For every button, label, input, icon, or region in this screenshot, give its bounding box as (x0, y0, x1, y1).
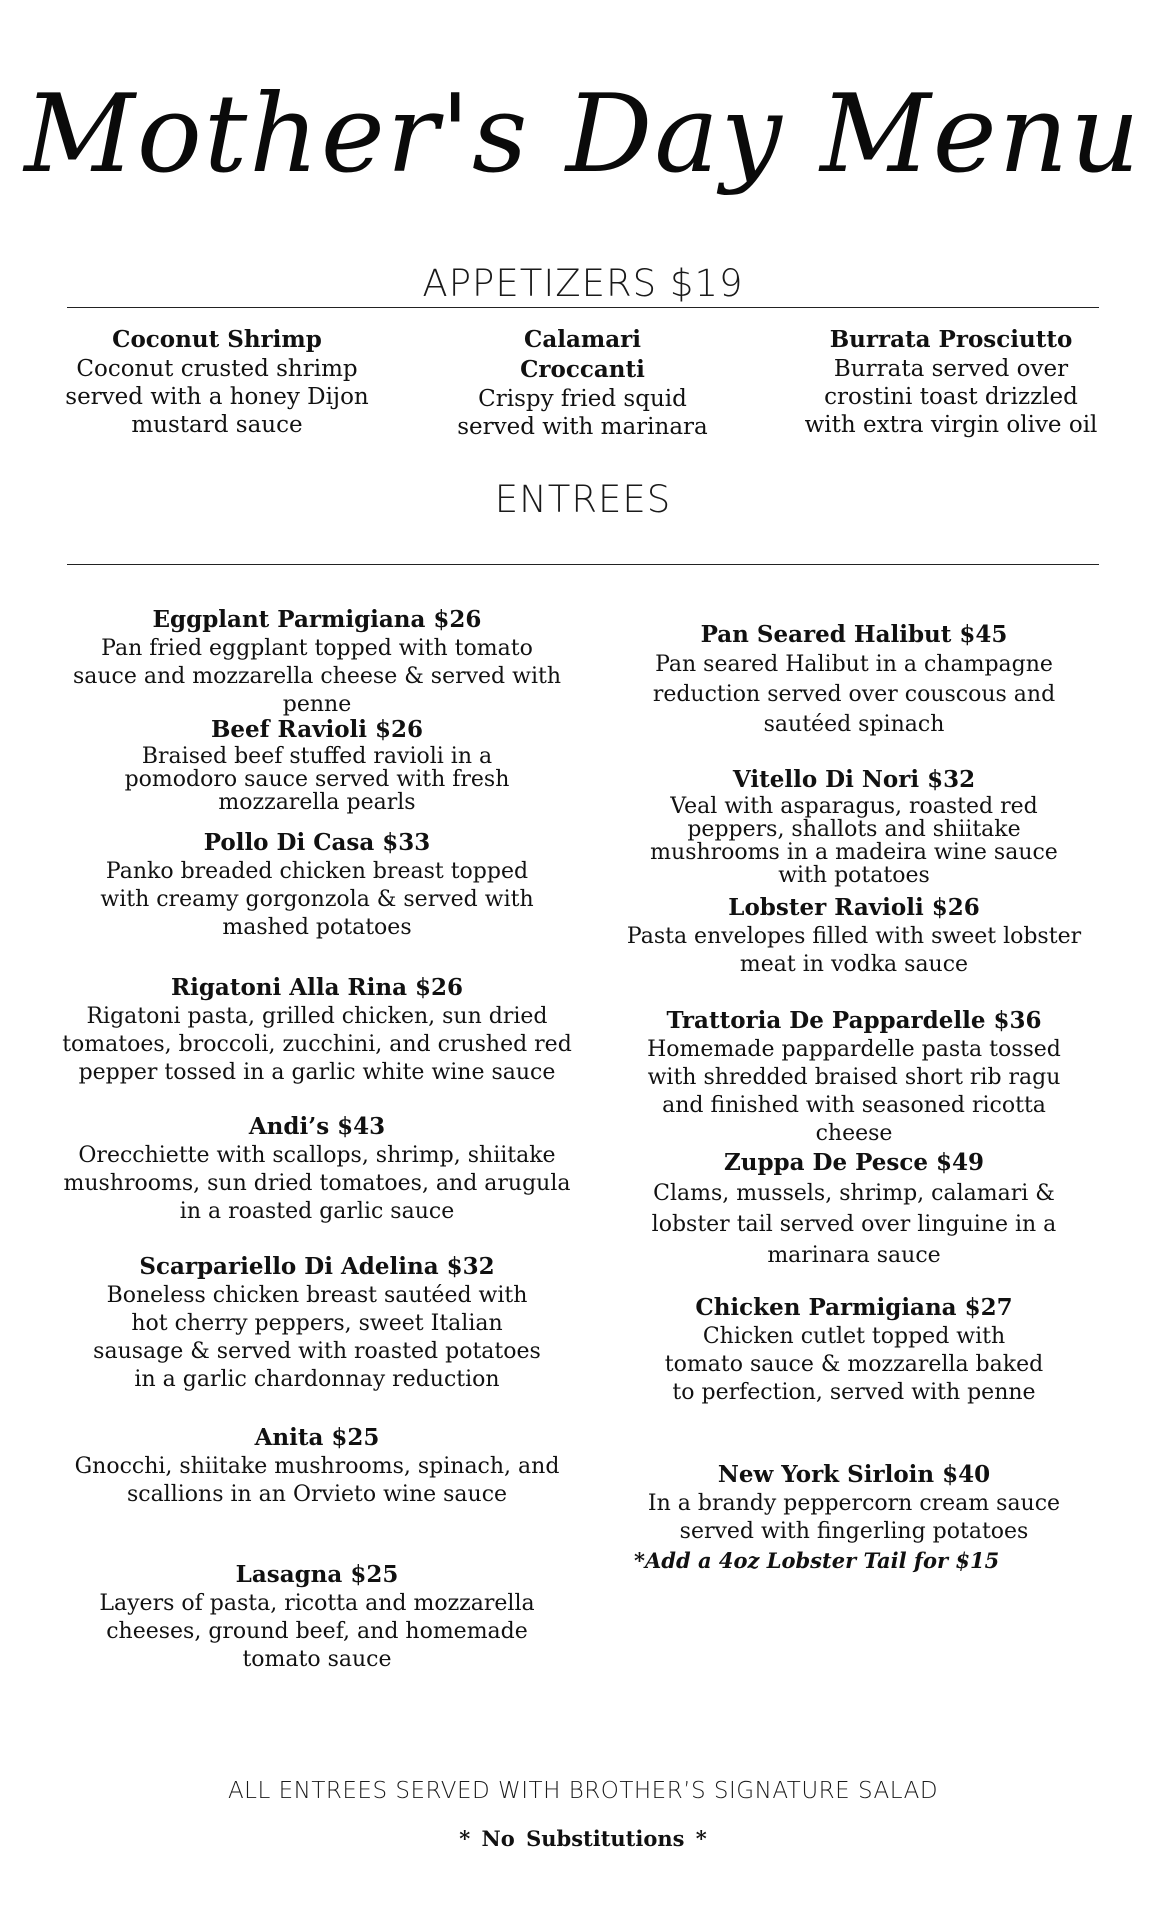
entree-name: Lobster Ravioli $26 (728, 894, 980, 921)
entree-name: Pan Seared Halibut $45 (700, 621, 1008, 648)
entree-name: Andi’s $43 (248, 1113, 386, 1140)
entree-description: Homemade pappardelle pasta tossed with shredded braised short rib ragu and finished with seasoned ricotta cheese (647, 1037, 1061, 1146)
entree-item (62, 973, 572, 1087)
appetizer-name: Calamari Croccanti (520, 326, 645, 383)
menu-title: Mother's Day Menu (24, 72, 1142, 197)
entree-item (604, 1460, 1104, 1576)
appetizer-description: Coconut crusted shrimp served with a honey Dijon mustard sauce (65, 356, 369, 438)
entree-description: Pan fried eggplant topped with tomato sauce and mozzarella cheese & served with penne (72, 636, 562, 717)
entree-item (62, 828, 572, 942)
appetizer-description: Crispy fried squid served with marinara (457, 386, 708, 440)
entree-description: Boneless chicken breast sautéed with hot cherry peppers, sweet Italian sausage & served with roasted potatoes in a garlic chardonnay reduction (93, 1283, 541, 1392)
entree-item (62, 1423, 572, 1509)
entree-description: Layers of pasta, ricotta and mozzarella cheeses, ground beef, and homemade tomato sauce (99, 1591, 535, 1672)
entree-description: Orecchiette with scallops, shrimp, shiitake mushrooms, sun dried tomatoes, and arugula in a roasted garlic sauce (63, 1143, 571, 1224)
entree-name: Zuppa De Pesce $49 (723, 1149, 985, 1176)
no-substitutions-note: * No Substitutions * (459, 1826, 707, 1851)
appetizer-name: Burrata Prosciutto (829, 326, 1073, 353)
entree-item (62, 605, 572, 719)
entree-description: Chicken cutlet topped with tomato sauce & mozzarella baked to perfection, served with penne (664, 1324, 1044, 1405)
entree-description: Gnocchi, shiitake mushrooms, spinach, and scallions in an Orvieto wine sauce (74, 1454, 560, 1507)
entree-description: Clams, mussels, shrimp, calamari & lobster tail served over linguine in a marinara sauce (651, 1181, 1057, 1268)
entree-name: Anita $25 (254, 1424, 380, 1451)
entree-description: Pan seared Halibut in a champagne reduction served over couscous and sautéed spinach (652, 652, 1056, 737)
entree-item (62, 715, 572, 814)
entree-description: Panko breaded chicken breast topped with creamy gorgonzola & served with mashed potatoes (100, 859, 534, 940)
entree-description: In a brandy peppercorn cream sauce served with fingerling potatoes (647, 1491, 1061, 1544)
entree-name: Vitello Di Nori $32 (732, 766, 976, 793)
appetizer-name: Coconut Shrimp (112, 326, 322, 353)
entree-name: Trattoria De Pappardelle $36 (666, 1007, 1042, 1034)
entrees-heading: ENTREES (494, 478, 672, 521)
entree-item (604, 620, 1104, 740)
entree-item (604, 1148, 1104, 1271)
entree-description: Pasta envelopes filled with sweet lobster meat in vodka sauce (626, 924, 1082, 977)
entree-name: Chicken Parmigiana $27 (695, 1294, 1013, 1321)
entree-name: Lasagna $25 (235, 1561, 399, 1588)
appetizers-heading: APPETIZERS $19 (422, 262, 744, 305)
entree-name: New York Sirloin $40 (717, 1461, 991, 1488)
entree-item (62, 1560, 572, 1674)
entree-name: Beef Ravioli $26 (210, 716, 424, 743)
entree-item (62, 1252, 572, 1394)
entree-name: Eggplant Parmigiana $26 (152, 606, 482, 633)
entree-item (604, 1293, 1104, 1407)
entree-description: Veal with asparagus, roasted red peppers, shallots and shiitake mushrooms in a madeira wine sauce with potatoes (650, 794, 1058, 888)
entrees-left-column (62, 0, 572, 1700)
entree-item (62, 1112, 572, 1226)
entree-description: Braised beef stuffed ravioli in a pomodoro sauce served with fresh mozzarella pearls (124, 744, 510, 815)
entree-addon-note: *Add a 4oz Lobster Tail for $15 (634, 1548, 1000, 1573)
entree-item (604, 765, 1104, 887)
entree-description: Rigatoni pasta, grilled chicken, sun dried tomatoes, broccoli, zucchini, and crushed red pepper tossed in a garlic white wine sauce (62, 1004, 572, 1085)
entree-name: Pollo Di Casa $33 (203, 829, 431, 856)
entrees-right-column (604, 0, 1104, 1700)
entree-item (604, 1006, 1104, 1148)
entree-name: Scarpariello Di Adelina $32 (139, 1253, 495, 1280)
entree-item (604, 893, 1104, 979)
appetizer-description: Burrata served over crostini toast drizzled with extra virgin olive oil (804, 356, 1098, 438)
entree-name: Rigatoni Alla Rina $26 (171, 974, 463, 1001)
salad-note: ALL ENTREES SERVED WITH BROTHER’S SIGNATURE SALAD (227, 1778, 939, 1804)
